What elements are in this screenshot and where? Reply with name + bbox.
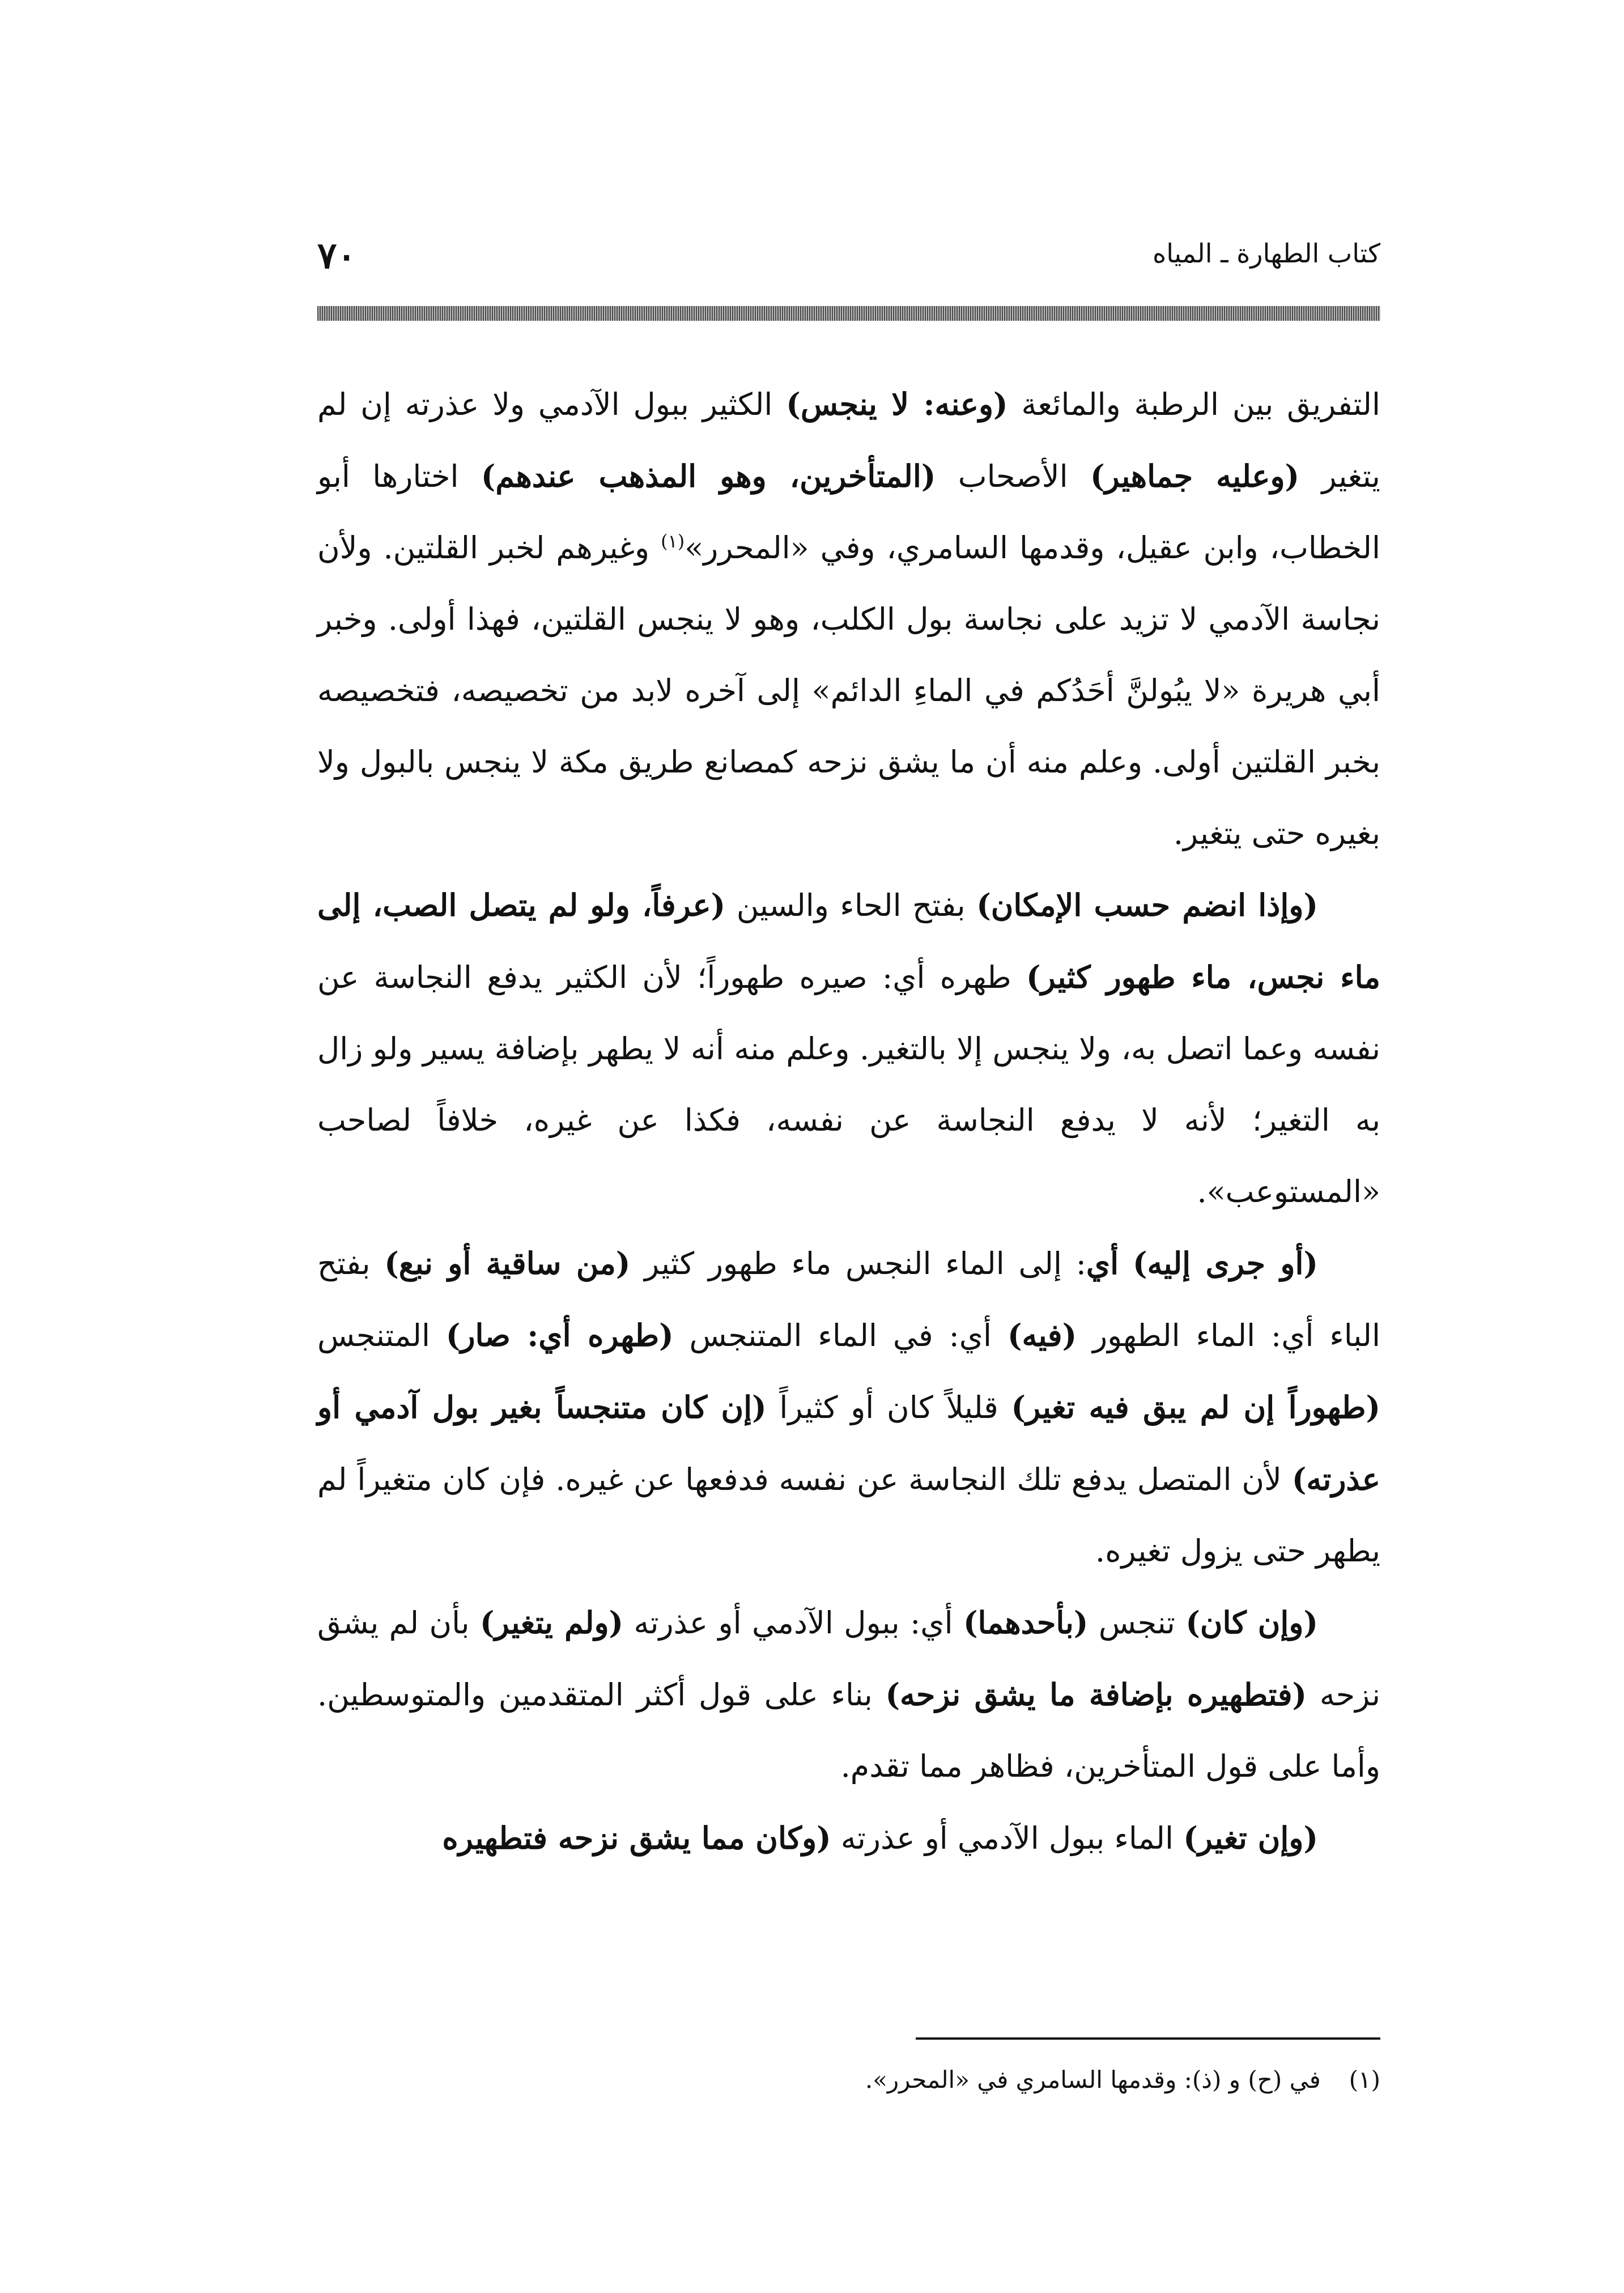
bold-text-run: (المتأخرين، وهو المذهب عندهم) — [481, 458, 936, 494]
text-run: بفتح الباء أي: الماء الطهور — [317, 1246, 1381, 1353]
text-run: أي: في الماء المتنجس — [673, 1318, 1007, 1353]
text-run: تنجس — [1088, 1605, 1186, 1641]
text-run: أي: ببول الآدمي أو عذرته — [623, 1605, 963, 1641]
paragraph — [317, 368, 1380, 869]
bold-text-run: (طهوراً إن لم يبق فيه تغير) — [1011, 1389, 1380, 1425]
text-run: المتنجس — [317, 1318, 446, 1353]
bold-text-run: (أو جرى إليه) — [1132, 1245, 1319, 1281]
text-run: بفتح الحاء والسين — [725, 888, 977, 923]
text-run: الماء ببول الآدمي أو عذرته — [831, 1820, 1184, 1856]
bold-text-run: (وإن تغير) — [1183, 1820, 1318, 1856]
bold-text-run: (إن كان متنجساً بغير بول آدمي أو عذرته) — [317, 1389, 1380, 1497]
bold-text-run: (وعليه جماهير) — [1090, 458, 1300, 494]
text-run: اختارها أبو الخطاب، وابن عقيل، وقدمها السامري، وفي «المحرر» — [317, 458, 1380, 566]
text-run: الأصحاب — [936, 458, 1090, 494]
text-run: طهره أي: صيره طهوراً؛ لأن الكثير يدفع النجاسة عن نفسه وعما اتصل به، ولا ينجس إلا بالتغير. وعلم منه أنه لا يطهر بإضافة يسير ولو زال به التغير؛ لأنه لا يدفع النجاسة عن نفسه، فكذا عن غيره، خلافاً لصاحب «المستوعب». — [317, 959, 1380, 1209]
bold-text-run: (وكان مما يشق نزحه فتطهيره — [442, 1820, 831, 1856]
main-text — [317, 368, 1380, 1874]
footnote-marker: (١) — [661, 530, 685, 552]
header-rule — [317, 306, 1380, 321]
footnote — [317, 2057, 1380, 2103]
bold-text-run: (وإذا انضم حسب الإمكان) — [976, 887, 1318, 923]
text-run: الكثير ببول الآدمي ولا عذرته إن لم يتغير — [317, 387, 1380, 494]
text-run: بأن لم يشق نزحه — [317, 1605, 1380, 1713]
footnote-separator — [916, 2037, 1380, 2040]
text-run: لأن المتصل يدفع تلك النجاسة عن نفسه فدفعها عن غيره. فإن كان متغيراً لم يطهر حتى يزول تغيره. — [317, 1462, 1380, 1569]
text-run — [1119, 1246, 1133, 1281]
page-number: ٧٠ — [317, 235, 356, 277]
bold-text-run: (فتطهيره بإضافة ما يشق نزحه) — [885, 1676, 1307, 1713]
bold-text-run: (ولم يتغير) — [480, 1604, 624, 1641]
bold-text-run: (من ساقية أو نبع) — [384, 1245, 631, 1281]
bold-text-run: (بأحدهما) — [963, 1604, 1089, 1641]
bold-text-run: (فيه) — [1007, 1317, 1077, 1353]
paragraph — [317, 1228, 1380, 1587]
paragraph — [317, 1802, 1380, 1874]
running-title: كتاب الطهارة ـ المياه — [1153, 238, 1380, 269]
bold-text-run: أي — [1086, 1245, 1119, 1281]
bold-text-run: (وعنه: لا ينجس) — [786, 386, 1008, 422]
text-run: قليلاً كان أو كثيراً — [766, 1390, 1011, 1425]
text-run: التفريق بين الرطبة والمائعة — [1007, 387, 1381, 422]
footnote-number: (١) — [1349, 2066, 1380, 2094]
paragraph — [317, 869, 1380, 1228]
bold-text-run: (طهره أي: صار) — [445, 1317, 674, 1353]
paragraph — [317, 1587, 1380, 1802]
text-run: وغيرهم لخبر القلتين. ولأن نجاسة الآدمي لا تزيد على نجاسة بول الكلب، وهو لا ينجس القلتين، فهذا أولى. وخبر أبي هريرة «لا يبُولنَّ أحَدُكم في الماءِ الدائم» إلى آخره لابد من تخصيصه، فتخصيصه بخبر القلتين أولى. وعلم منه أن ما يشق نزحه كمصانع طريق مكة لا ينجس بالبول ولا بغيره حتى يتغير. — [317, 530, 1380, 851]
page-header — [317, 227, 1380, 306]
footnote-text: في (ح) و (ذ): وقدمها السامري في «المحرر». — [865, 2066, 1321, 2094]
text-run: : إلى الماء النجس ماء طهور كثير — [630, 1246, 1086, 1281]
bold-text-run: (عرفاً، ولو لم يتصل الصب، إلى ماء نجس، ماء طهور كثير) — [317, 887, 1380, 995]
bold-text-run: (وإن كان) — [1185, 1604, 1319, 1641]
text-run: بناء على قول أكثر المتقدمين والمتوسطين. وأما على قول المتأخرين، فظاهر مما تقدم. — [317, 1677, 1380, 1784]
